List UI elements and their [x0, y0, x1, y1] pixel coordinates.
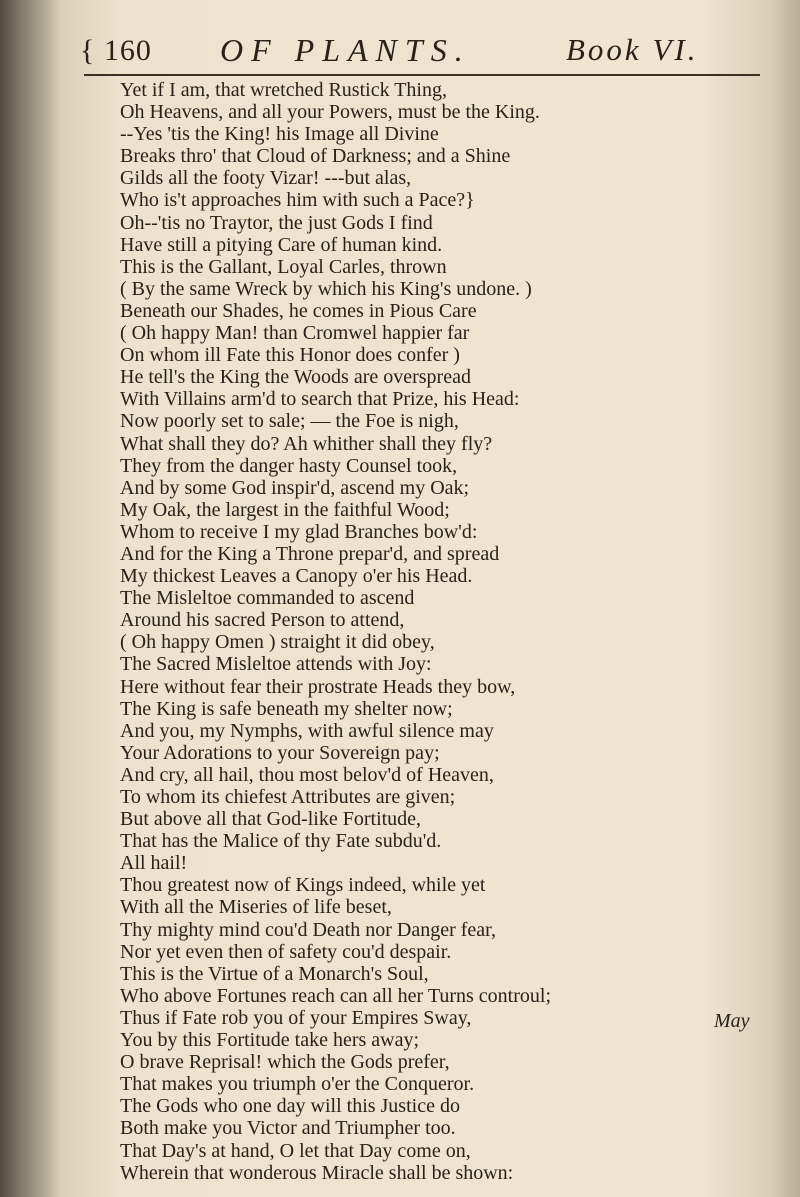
poem-line: Whom to receive I my glad Branches bow'd:	[120, 520, 478, 543]
poem-line: Your Adorations to your Sovereign pay;	[120, 741, 440, 764]
poem-line: Nor yet even then of safety cou'd despair.	[120, 940, 452, 963]
poem-line: The Sacred Misleltoe attends with Joy:	[120, 653, 432, 676]
header-rule	[84, 74, 760, 76]
poem-line: What shall they do? Ah whither shall they fly?	[120, 432, 493, 455]
poem-line: Who is't approaches him with such a Pace?}	[120, 189, 475, 212]
poem-line: And by some God inspir'd, ascend my Oak;	[120, 476, 470, 499]
poem-line: ( Oh happy Omen ) straight it did obey,	[120, 631, 435, 654]
poem-line: The King is safe beneath my shelter now;	[120, 697, 453, 720]
poem-line: O brave Reprisal! which the Gods prefer,	[120, 1051, 450, 1074]
poem-line: That makes you triumph o'er the Conqueror.	[120, 1073, 475, 1096]
poem-line: That has the Malice of thy Fate subdu'd.	[120, 830, 442, 853]
poem-line: Oh--'tis no Traytor, the just Gods I find	[120, 211, 433, 234]
poem-line: With all the Miseries of life beset,	[120, 896, 392, 919]
page-title: OF PLANTS.	[220, 32, 471, 68]
poem-line: Gilds all the footy Vizar! ---but alas,	[120, 167, 412, 190]
poem-line: But above all that God-like Fortitude,	[120, 808, 422, 831]
catchword: May	[714, 1010, 750, 1032]
poem-line: And cry, all hail, thou most belov'd of Heaven,	[120, 763, 494, 786]
poem-line: Beneath our Shades, he comes in Pious Care	[120, 299, 477, 322]
poem-line: Oh Heavens, and all your Powers, must be the King.	[120, 101, 540, 124]
poem-line: ( Oh happy Man! than Cromwel happier far	[120, 322, 470, 345]
binding-shadow	[0, 0, 60, 1197]
poem-line: Here without fear their prostrate Heads they bow,	[120, 675, 516, 698]
poem-line: Thus if Fate rob you of your Empires Sway,	[120, 1006, 472, 1029]
poem-line: Have still a pitying Care of human kind.	[120, 233, 443, 256]
page-number: { 160	[80, 34, 152, 67]
poem-line: They from the danger hasty Counsel took,	[120, 454, 458, 477]
poem-line: ( By the same Wreck by which his King's undone. )	[120, 277, 532, 300]
poem-line: Who above Fortunes reach can all her Turns controul;	[120, 984, 552, 1007]
poem-line: The Gods who one day will this Justice do	[120, 1095, 460, 1118]
poem-line: He tell's the King the Woods are overspread	[120, 366, 471, 389]
poem-line: --Yes 'tis the King! his Image all Divine	[120, 123, 439, 146]
poem-line: To whom its chiefest Attributes are given;	[120, 786, 456, 808]
poem-line: The Misleltoe commanded to ascend	[120, 587, 415, 610]
poem-line: My Oak, the largest in the faithful Wood;	[120, 498, 450, 521]
poem-line: On whom ill Fate this Honor does confer )	[120, 344, 460, 367]
poem-line: Now poorly set to sale; — the Foe is nigh,	[120, 410, 459, 433]
poem-line: My thickest Leaves a Canopy o'er his Head.	[120, 565, 473, 588]
running-head	[80, 28, 780, 74]
poem-line: You by this Fortitude take hers away;	[120, 1029, 420, 1052]
poem-line: Yet if I am, that wretched Rustick Thing,	[120, 79, 447, 101]
poem-text	[120, 79, 770, 1184]
poem-line: Breaks thro' that Cloud of Darkness; and a Shine	[120, 145, 511, 168]
poem-line: Thy mighty mind cou'd Death nor Danger fear,	[120, 918, 497, 941]
poem-line: This is the Virtue of a Monarch's Soul,	[120, 962, 429, 985]
poem-line: This is the Gallant, Loyal Carles, thrown	[120, 255, 447, 278]
poem-line: Thou greatest now of Kings indeed, while yet	[120, 874, 486, 897]
poem-line: That Day's at hand, O let that Day come on,	[120, 1139, 471, 1162]
poem-line: And for the King a Throne prepar'd, and spread	[120, 542, 500, 565]
poem-line: Wherein that wonderous Miracle shall be shown:	[120, 1161, 514, 1184]
book-reference: Book VI.	[566, 32, 699, 67]
poem-line: And you, my Nymphs, with awful silence may	[120, 719, 494, 742]
poem-line: Around his sacred Person to attend,	[120, 609, 405, 632]
poem-line: All hail!	[120, 852, 188, 875]
poem-line: Both make you Victor and Triumpher too.	[120, 1117, 456, 1140]
poem-line: With Villains arm'd to search that Prize, his Head:	[120, 388, 520, 411]
